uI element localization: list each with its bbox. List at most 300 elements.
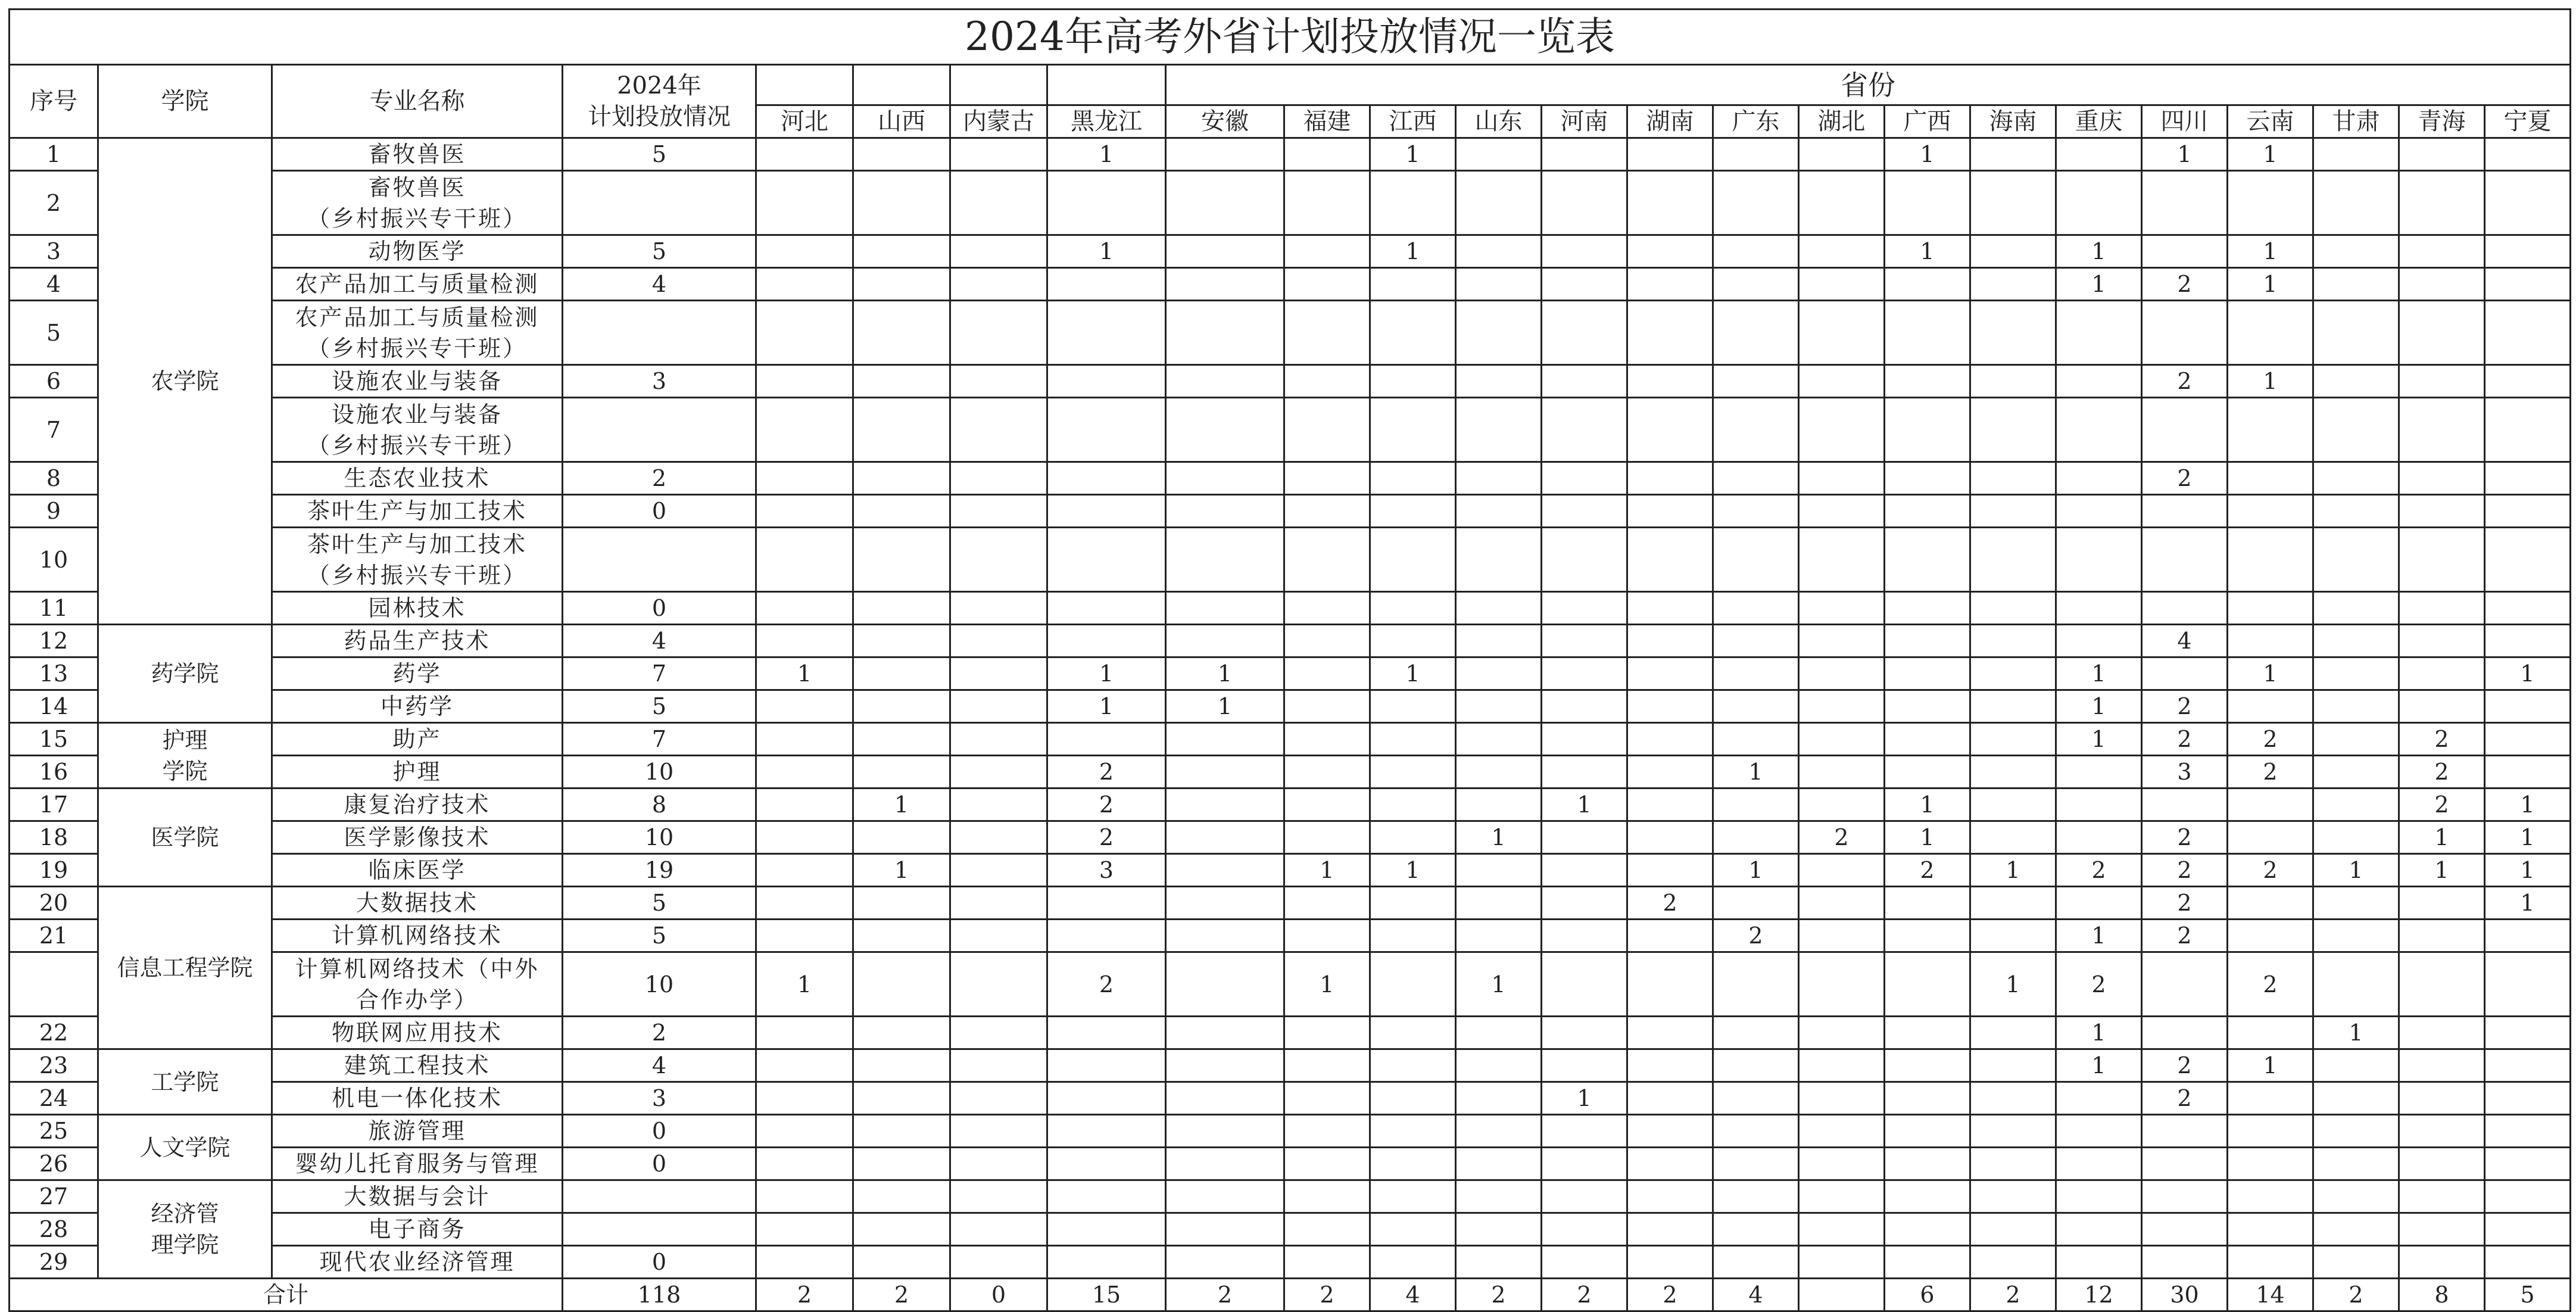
row-province-value bbox=[756, 398, 853, 462]
row-province-value bbox=[853, 138, 950, 171]
row-province-value bbox=[2313, 756, 2399, 789]
row-major: 茶叶生产与加工技术 bbox=[272, 495, 563, 528]
row-province-value: 2 bbox=[1047, 789, 1166, 821]
row-province-value bbox=[2485, 1180, 2571, 1213]
row-province-value bbox=[1456, 268, 1542, 301]
row-province-value bbox=[1166, 854, 1284, 887]
row-province-value bbox=[1885, 887, 1970, 920]
row-province-value bbox=[1885, 592, 1970, 625]
row-province-value bbox=[1885, 365, 1970, 398]
table-row bbox=[10, 690, 2571, 723]
row-province-value bbox=[1970, 1213, 2056, 1246]
row-province-value: 1 bbox=[2485, 821, 2571, 854]
row-province-value bbox=[1799, 1213, 1885, 1246]
row-province-value bbox=[1799, 592, 1885, 625]
row-province-value bbox=[1542, 952, 1627, 1017]
row-province-value bbox=[2313, 887, 2399, 920]
row-province-value bbox=[950, 1115, 1047, 1148]
row-province-value bbox=[853, 887, 950, 920]
row-province-value: 2 bbox=[2056, 854, 2142, 887]
header-province: 广西 bbox=[1885, 105, 1970, 138]
row-province-value bbox=[1885, 528, 1970, 592]
row-province-value bbox=[1284, 301, 1370, 365]
row-province-value bbox=[1799, 789, 1885, 821]
total-province-value: 2 bbox=[1456, 1279, 1542, 1311]
row-province-value bbox=[1370, 1213, 1456, 1246]
total-province-value: 4 bbox=[1713, 1279, 1799, 1311]
total-province-value: 2 bbox=[1542, 1279, 1627, 1311]
row-province-value bbox=[950, 235, 1047, 268]
row-province-value bbox=[2399, 301, 2485, 365]
row-province-value: 1 bbox=[1456, 821, 1542, 854]
row-province-value bbox=[1047, 1148, 1166, 1180]
row-province-value: 2 bbox=[2142, 887, 2228, 920]
row-province-value bbox=[2399, 1017, 2485, 1049]
row-province-value: 1 bbox=[2056, 268, 2142, 301]
row-province-value bbox=[1713, 1049, 1799, 1082]
row-province-value bbox=[2142, 1115, 2228, 1148]
table-row bbox=[10, 528, 2571, 592]
row-province-value bbox=[1456, 1148, 1542, 1180]
row-province-value bbox=[1627, 1213, 1713, 1246]
row-province-value bbox=[1284, 1017, 1370, 1049]
header-province: 黑龙江 bbox=[1047, 105, 1166, 138]
row-province-value bbox=[2313, 1148, 2399, 1180]
row-province-value: 2 bbox=[2142, 920, 2228, 952]
row-province-value bbox=[1627, 592, 1713, 625]
row-province-value: 2 bbox=[2142, 723, 2228, 756]
row-province-value: 1 bbox=[1713, 756, 1799, 789]
table-row bbox=[10, 462, 2571, 495]
row-province-value bbox=[1370, 1049, 1456, 1082]
row-province-value bbox=[1284, 592, 1370, 625]
row-college: 药学院 bbox=[98, 625, 272, 723]
row-province-value bbox=[2228, 1115, 2313, 1148]
row-province-value bbox=[1047, 1246, 1166, 1279]
row-province-value: 1 bbox=[2485, 854, 2571, 887]
row-province-value bbox=[1713, 952, 1799, 1017]
row-province-value bbox=[2056, 592, 2142, 625]
table-row bbox=[10, 952, 2571, 1017]
total-province-value: 2 bbox=[2313, 1279, 2399, 1311]
row-province-value bbox=[1799, 1180, 1885, 1213]
row-province-value bbox=[1456, 756, 1542, 789]
row-province-value bbox=[1542, 171, 1627, 235]
row-province-value bbox=[1627, 171, 1713, 235]
row-province-value bbox=[1284, 690, 1370, 723]
row-province-value bbox=[2313, 171, 2399, 235]
row-province-value bbox=[1970, 268, 2056, 301]
row-province-value bbox=[1370, 1082, 1456, 1115]
row-province-value bbox=[2056, 138, 2142, 171]
row-province-value bbox=[853, 462, 950, 495]
row-province-value bbox=[1370, 171, 1456, 235]
row-province-value bbox=[2313, 235, 2399, 268]
row-province-value bbox=[1370, 723, 1456, 756]
row-province-value: 1 bbox=[2142, 138, 2228, 171]
row-province-value bbox=[2399, 138, 2485, 171]
row-province-value bbox=[950, 821, 1047, 854]
row-province-value bbox=[1970, 920, 2056, 952]
row-province-value bbox=[1713, 301, 1799, 365]
row-college: 工学院 bbox=[98, 1049, 272, 1115]
row-province-value bbox=[1799, 235, 1885, 268]
row-province-value bbox=[950, 301, 1047, 365]
table-row bbox=[10, 1115, 2571, 1148]
row-province-value bbox=[756, 528, 853, 592]
row-province-value bbox=[1627, 789, 1713, 821]
row-province-value bbox=[2399, 495, 2485, 528]
row-province-value bbox=[1047, 1049, 1166, 1082]
row-province-value bbox=[1047, 723, 1166, 756]
row-plan bbox=[563, 171, 756, 235]
row-province-value bbox=[2399, 690, 2485, 723]
row-province-value bbox=[1627, 268, 1713, 301]
row-province-value bbox=[950, 1017, 1047, 1049]
row-province-value bbox=[1627, 365, 1713, 398]
row-province-value: 1 bbox=[2313, 854, 2399, 887]
table-row bbox=[10, 1049, 2571, 1082]
row-province-value bbox=[2142, 171, 2228, 235]
row-province-value bbox=[1799, 1082, 1885, 1115]
row-province-value bbox=[2313, 657, 2399, 690]
row-province-value bbox=[756, 268, 853, 301]
row-province-value bbox=[1166, 789, 1284, 821]
row-province-value bbox=[2399, 1082, 2485, 1115]
row-plan: 0 bbox=[563, 1246, 756, 1279]
row-province-value bbox=[1370, 789, 1456, 821]
row-province-value bbox=[1456, 301, 1542, 365]
row-province-value bbox=[1456, 1017, 1542, 1049]
table-row bbox=[10, 756, 2571, 789]
row-province-value bbox=[756, 887, 853, 920]
row-major: 药品生产技术 bbox=[272, 625, 563, 657]
row-province-value bbox=[1456, 723, 1542, 756]
row-province-value bbox=[2399, 1049, 2485, 1082]
row-major: 茶叶生产与加工技术 （乡村振兴专干班） bbox=[272, 528, 563, 592]
row-province-value: 2 bbox=[2228, 854, 2313, 887]
row-province-value bbox=[1970, 171, 2056, 235]
row-province-value bbox=[853, 952, 950, 1017]
row-province-value: 1 bbox=[2313, 1017, 2399, 1049]
row-province-value bbox=[2142, 1148, 2228, 1180]
row-seq: 7 bbox=[10, 398, 98, 462]
row-province-value: 3 bbox=[1047, 854, 1166, 887]
row-province-value bbox=[2485, 723, 2571, 756]
total-plan: 118 bbox=[563, 1279, 756, 1311]
row-province-value bbox=[1799, 625, 1885, 657]
row-province-value: 1 bbox=[2056, 920, 2142, 952]
row-province-value bbox=[1713, 1082, 1799, 1115]
row-province-value bbox=[2485, 1082, 2571, 1115]
row-province-value bbox=[2056, 887, 2142, 920]
header-college: 学院 bbox=[98, 65, 272, 138]
row-province-value bbox=[2399, 398, 2485, 462]
row-province-value: 1 bbox=[2485, 657, 2571, 690]
row-province-value bbox=[1456, 657, 1542, 690]
row-major: 婴幼儿托育服务与管理 bbox=[272, 1148, 563, 1180]
row-province-value: 1 bbox=[2399, 854, 2485, 887]
row-province-value bbox=[1047, 1213, 1166, 1246]
row-province-value bbox=[1799, 268, 1885, 301]
row-province-value bbox=[2056, 301, 2142, 365]
row-province-value bbox=[950, 723, 1047, 756]
row-province-value bbox=[950, 462, 1047, 495]
row-province-value bbox=[756, 235, 853, 268]
row-province-value bbox=[950, 528, 1047, 592]
row-province-value bbox=[2142, 398, 2228, 462]
table-row bbox=[10, 789, 2571, 821]
row-province-value bbox=[756, 592, 853, 625]
row-province-value bbox=[1047, 398, 1166, 462]
row-province-value bbox=[756, 495, 853, 528]
row-province-value bbox=[2399, 592, 2485, 625]
row-plan: 19 bbox=[563, 854, 756, 887]
row-province-value bbox=[853, 1082, 950, 1115]
row-province-value bbox=[853, 723, 950, 756]
row-seq: 15 bbox=[10, 723, 98, 756]
row-province-value bbox=[1166, 1049, 1284, 1082]
row-province-value bbox=[1284, 821, 1370, 854]
row-province-value bbox=[1166, 625, 1284, 657]
row-province-value bbox=[1542, 495, 1627, 528]
row-province-value bbox=[1713, 657, 1799, 690]
row-province-value bbox=[2313, 398, 2399, 462]
row-province-value: 2 bbox=[2056, 952, 2142, 1017]
row-province-value bbox=[1713, 1115, 1799, 1148]
row-province-value bbox=[1542, 301, 1627, 365]
row-province-value bbox=[853, 528, 950, 592]
row-province-value bbox=[950, 592, 1047, 625]
row-province-value bbox=[853, 821, 950, 854]
row-college: 医学院 bbox=[98, 789, 272, 887]
row-seq: 26 bbox=[10, 1148, 98, 1180]
row-plan: 3 bbox=[563, 365, 756, 398]
row-plan: 7 bbox=[563, 723, 756, 756]
row-province-value bbox=[1970, 138, 2056, 171]
row-province-value bbox=[1627, 301, 1713, 365]
row-province-value bbox=[2485, 1115, 2571, 1148]
total-province-value: 0 bbox=[950, 1279, 1047, 1311]
table-row bbox=[10, 1148, 2571, 1180]
row-province-value bbox=[2056, 1246, 2142, 1279]
row-province-value bbox=[2056, 1115, 2142, 1148]
row-province-value bbox=[756, 1049, 853, 1082]
row-province-value bbox=[1284, 1180, 1370, 1213]
row-province-value bbox=[1799, 462, 1885, 495]
row-province-value bbox=[756, 171, 853, 235]
row-province-value bbox=[1166, 235, 1284, 268]
row-province-value bbox=[2485, 365, 2571, 398]
row-province-value bbox=[2485, 138, 2571, 171]
row-province-value bbox=[2142, 528, 2228, 592]
header-seq: 序号 bbox=[10, 65, 98, 138]
row-province-value bbox=[1284, 789, 1370, 821]
row-province-value bbox=[2485, 1246, 2571, 1279]
row-province-value bbox=[1713, 138, 1799, 171]
row-province-value bbox=[1370, 920, 1456, 952]
row-major: 园林技术 bbox=[272, 592, 563, 625]
row-province-value: 1 bbox=[1713, 854, 1799, 887]
header-plan-line1: 2024年 bbox=[617, 72, 701, 99]
header-province: 安徽 bbox=[1166, 105, 1284, 138]
row-province-value bbox=[1627, 1115, 1713, 1148]
row-province-value bbox=[1970, 235, 2056, 268]
row-province-value bbox=[1627, 1148, 1713, 1180]
row-province-value bbox=[1885, 1148, 1970, 1180]
row-province-value bbox=[1542, 723, 1627, 756]
row-seq: 4 bbox=[10, 268, 98, 301]
row-province-value bbox=[1456, 1082, 1542, 1115]
row-province-value: 1 bbox=[1166, 690, 1284, 723]
row-province-value bbox=[853, 235, 950, 268]
header-major: 专业名称 bbox=[272, 65, 563, 138]
row-province-value bbox=[1166, 1017, 1284, 1049]
row-province-value bbox=[1885, 398, 1970, 462]
row-province-value: 1 bbox=[2056, 1017, 2142, 1049]
row-province-value bbox=[1542, 138, 1627, 171]
row-province-value bbox=[2485, 301, 2571, 365]
row-province-value: 1 bbox=[1885, 138, 1970, 171]
row-province-value bbox=[1799, 1017, 1885, 1049]
row-province-value bbox=[1627, 1049, 1713, 1082]
row-province-value bbox=[2313, 789, 2399, 821]
row-province-value: 1 bbox=[1370, 657, 1456, 690]
row-plan bbox=[563, 528, 756, 592]
row-province-value: 1 bbox=[756, 952, 853, 1017]
row-province-value: 1 bbox=[2056, 723, 2142, 756]
row-province-value bbox=[2485, 268, 2571, 301]
row-province-value bbox=[950, 398, 1047, 462]
header-province: 宁夏 bbox=[2485, 105, 2571, 138]
row-province-value bbox=[1542, 1049, 1627, 1082]
total-province-value: 6 bbox=[1885, 1279, 1970, 1311]
row-province-value bbox=[950, 138, 1047, 171]
row-seq: 11 bbox=[10, 592, 98, 625]
row-province-value bbox=[1799, 756, 1885, 789]
row-province-value: 2 bbox=[2228, 723, 2313, 756]
row-province-value bbox=[1284, 398, 1370, 462]
row-province-value bbox=[1166, 398, 1284, 462]
row-province-value bbox=[950, 887, 1047, 920]
row-province-value bbox=[1970, 1049, 2056, 1082]
row-province-value bbox=[756, 690, 853, 723]
row-province-value bbox=[2056, 1180, 2142, 1213]
header-province: 河南 bbox=[1542, 105, 1627, 138]
row-province-value: 1 bbox=[2056, 657, 2142, 690]
row-province-value: 2 bbox=[2399, 789, 2485, 821]
row-province-value bbox=[1542, 1213, 1627, 1246]
row-province-value bbox=[1970, 462, 2056, 495]
row-major: 大数据技术 bbox=[272, 887, 563, 920]
row-province-value bbox=[1370, 1115, 1456, 1148]
row-province-value bbox=[1456, 528, 1542, 592]
row-province-value bbox=[1456, 462, 1542, 495]
row-province-value bbox=[2399, 952, 2485, 1017]
row-province-value bbox=[1370, 1148, 1456, 1180]
row-province-value bbox=[1713, 625, 1799, 657]
row-province-value bbox=[2313, 952, 2399, 1017]
row-province-value bbox=[2313, 1180, 2399, 1213]
table-body bbox=[10, 10, 2571, 1311]
row-major: 动物医学 bbox=[272, 235, 563, 268]
row-province-value bbox=[1799, 398, 1885, 462]
row-province-value bbox=[1885, 1049, 1970, 1082]
row-province-value bbox=[1970, 789, 2056, 821]
row-province-value bbox=[1284, 528, 1370, 592]
row-province-value bbox=[756, 756, 853, 789]
row-province-value: 1 bbox=[2399, 821, 2485, 854]
total-province-value: 14 bbox=[2228, 1279, 2313, 1311]
row-province-value bbox=[2228, 528, 2313, 592]
row-province-value bbox=[1456, 690, 1542, 723]
row-province-value bbox=[1166, 301, 1284, 365]
row-province-value bbox=[853, 756, 950, 789]
row-province-value bbox=[1456, 625, 1542, 657]
row-plan bbox=[563, 398, 756, 462]
row-province-value bbox=[2056, 1213, 2142, 1246]
row-province-value bbox=[1456, 1213, 1542, 1246]
row-province-value bbox=[1627, 657, 1713, 690]
row-province-value bbox=[950, 920, 1047, 952]
plan-sheet bbox=[8, 8, 2571, 1312]
row-province-value bbox=[2485, 1148, 2571, 1180]
row-province-value bbox=[1627, 821, 1713, 854]
row-province-value bbox=[1713, 1017, 1799, 1049]
header-plan bbox=[563, 65, 756, 138]
row-province-value: 1 bbox=[2228, 365, 2313, 398]
total-province-value: 8 bbox=[2399, 1279, 2485, 1311]
row-seq: 8 bbox=[10, 462, 98, 495]
row-province-value bbox=[1542, 887, 1627, 920]
row-province-value bbox=[1542, 1246, 1627, 1279]
row-province-value bbox=[2228, 171, 2313, 235]
row-province-value bbox=[2399, 1148, 2485, 1180]
row-province-value: 1 bbox=[1970, 952, 2056, 1017]
total-province-value: 2 bbox=[1284, 1279, 1370, 1311]
row-province-value bbox=[1166, 138, 1284, 171]
row-province-value bbox=[2056, 1082, 2142, 1115]
row-province-value: 1 bbox=[2056, 235, 2142, 268]
row-province-value bbox=[950, 171, 1047, 235]
row-province-value bbox=[2056, 528, 2142, 592]
row-province-value: 2 bbox=[2142, 821, 2228, 854]
row-province-value bbox=[2313, 723, 2399, 756]
row-province-value bbox=[950, 1148, 1047, 1180]
row-province-value bbox=[1047, 592, 1166, 625]
row-province-value bbox=[1166, 171, 1284, 235]
row-province-value bbox=[1970, 625, 2056, 657]
row-province-value: 2 bbox=[2142, 365, 2228, 398]
row-province-value bbox=[2399, 365, 2485, 398]
row-province-value bbox=[1970, 690, 2056, 723]
row-province-value bbox=[1885, 1082, 1970, 1115]
row-college: 人文学院 bbox=[98, 1115, 272, 1180]
row-province-value bbox=[2399, 625, 2485, 657]
row-province-value bbox=[1799, 887, 1885, 920]
row-province-value: 2 bbox=[1047, 756, 1166, 789]
row-province-value bbox=[2313, 462, 2399, 495]
row-seq: 19 bbox=[10, 854, 98, 887]
row-plan: 2 bbox=[563, 1017, 756, 1049]
row-major: 临床医学 bbox=[272, 854, 563, 887]
header-province: 青海 bbox=[2399, 105, 2485, 138]
row-province-value bbox=[1370, 301, 1456, 365]
row-province-value: 1 bbox=[1885, 789, 1970, 821]
row-province-value bbox=[2228, 398, 2313, 462]
header-spacer-4 bbox=[1047, 65, 1166, 105]
row-province-value bbox=[2142, 235, 2228, 268]
